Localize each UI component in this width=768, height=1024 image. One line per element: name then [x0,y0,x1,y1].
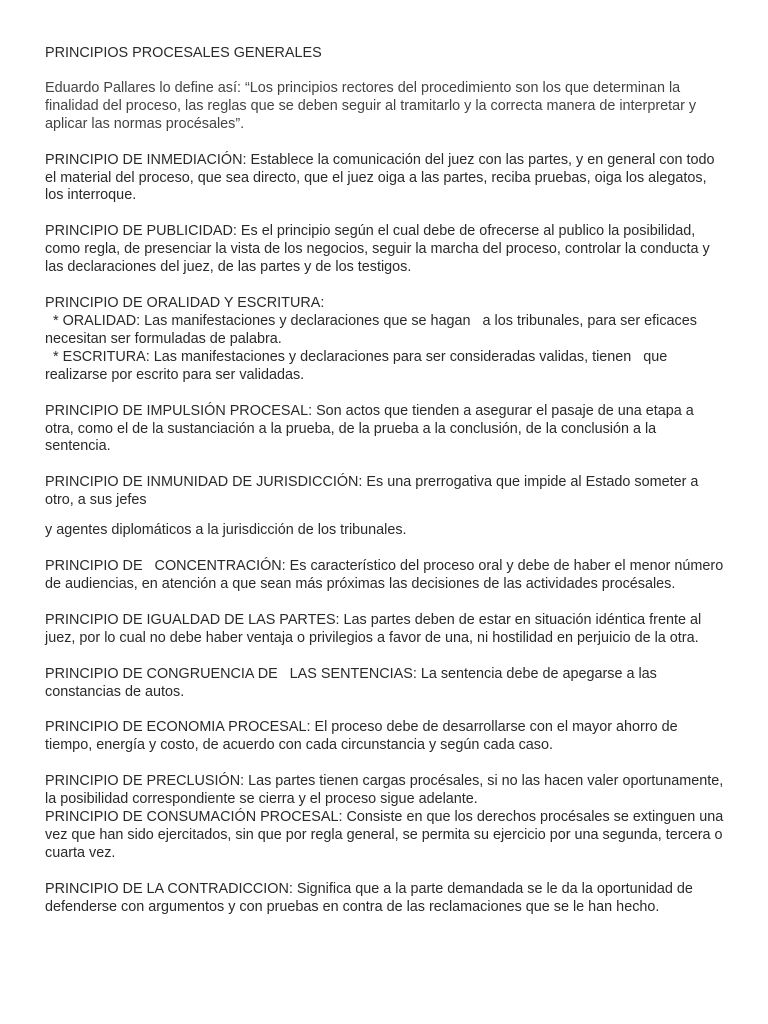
paragraph-inmediacion: PRINCIPIO DE INMEDIACIÓN: Establece la comunicación del juez con las partes, y en general con todo el material del proceso, que sea directo, que el juez oiga a las partes, reciba pruebas, oiga los alegatos, los interroque. [45,151,719,204]
paragraph-contradiccion: PRINCIPIO DE LA CONTRADICCION: Significa que a la parte demandada se le da la oportunidad de defenderse con argumentos y con pruebas en contra de las reclamaciones que se le han hecho. [45,880,697,915]
paragraph-publicidad: PRINCIPIO DE PUBLICIDAD: Es el principio según el cual debe de ofrecerse al publico la posibilidad, como regla, de presenciar la vista de los negocios, seguir la marcha del proceso, controlar la conducta y las declaraciones del juez, de las partes y de los testigos. [45,223,714,276]
paragraph-consumacion: PRINCIPIO DE CONSUMACIÓN PROCESAL: Consiste en que los derechos procésales se extinguen una vez que han sido ejercitados, sin que por regla general, se permita su ejercicio por una segunda, tercera o cuarta vez. [45,809,728,861]
paragraph-concentracion: PRINCIPIO DE CONCENTRACIÓN: Es característico del proceso oral y debe de haber el menor número de audiencias, en atención a que sean más próximas las decisiones de las actividades procésales. [45,558,728,592]
paragraph-economia: PRINCIPIO DE ECONOMIA PROCESAL: El proceso debe de desarrollarse con el mayor ahorro de tiempo, energía y costo, de acuerdo con cada circunstancia y según cada caso. [45,719,682,754]
paragraph-inmunidad-continued: y agentes diplomáticos a la jurisdicción de los tribunales. [45,522,407,539]
paragraph-congruencia: PRINCIPIO DE CONGRUENCIA DE LAS SENTENCIAS: La sentencia debe de apegarse a las constancias de autos. [45,665,661,700]
intro-paragraph: Eduardo Pallares lo define así: “Los principios rectores del procedimiento son los que determinan la finalidad del proceso, las reglas que se deben seguir al tramitarlo y la correcta manera de interpretar y aplicar las normas procésales”. [45,79,701,132]
paragraph-igualdad: PRINCIPIO DE IGUALDAD DE LAS PARTES: Las partes deben de estar en situación idéntica frente al juez, por lo cual no debe haber ventaja o privilegios a favor de una, ni hostilidad en perjuicio de la otra. [45,611,706,646]
paragraph-impulsion: PRINCIPIO DE IMPULSIÓN PROCESAL: Son actos que tienden a asegurar el pasaje de una etapa a otra, como el de la sustanciación a la prueba, de la prueba a la conclusión, de la conclusión a la sentencia. [45,402,698,455]
item-escritura: * ESCRITURA: Las manifestaciones y declaraciones para ser consideradas validas, tienen que realizarse por escrito para ser validadas. [45,348,672,383]
document-body [45,45,728,935]
heading-oralidad-escritura: PRINCIPIO DE ORALIDAD Y ESCRITURA: [45,295,325,312]
paragraph-inmunidad: PRINCIPIO DE INMUNIDAD DE JURISDICCIÓN: Es una prerrogativa que impide al Estado someter a otro, a sus jefes [45,474,703,509]
item-oralidad: * ORALIDAD: Las manifestaciones y declaraciones que se hagan a los tribunales, para ser eficaces necesitan ser formuladas de palabra. [45,312,701,347]
paragraph-preclusion: PRINCIPIO DE PRECLUSIÓN: Las partes tienen cargas procésales, si no las hacen valer oportunamente, la posibilidad correspondiente se cierra y el proceso sigue adelante. [45,773,728,808]
document-title: PRINCIPIOS PROCESALES GENERALES [45,45,322,61]
